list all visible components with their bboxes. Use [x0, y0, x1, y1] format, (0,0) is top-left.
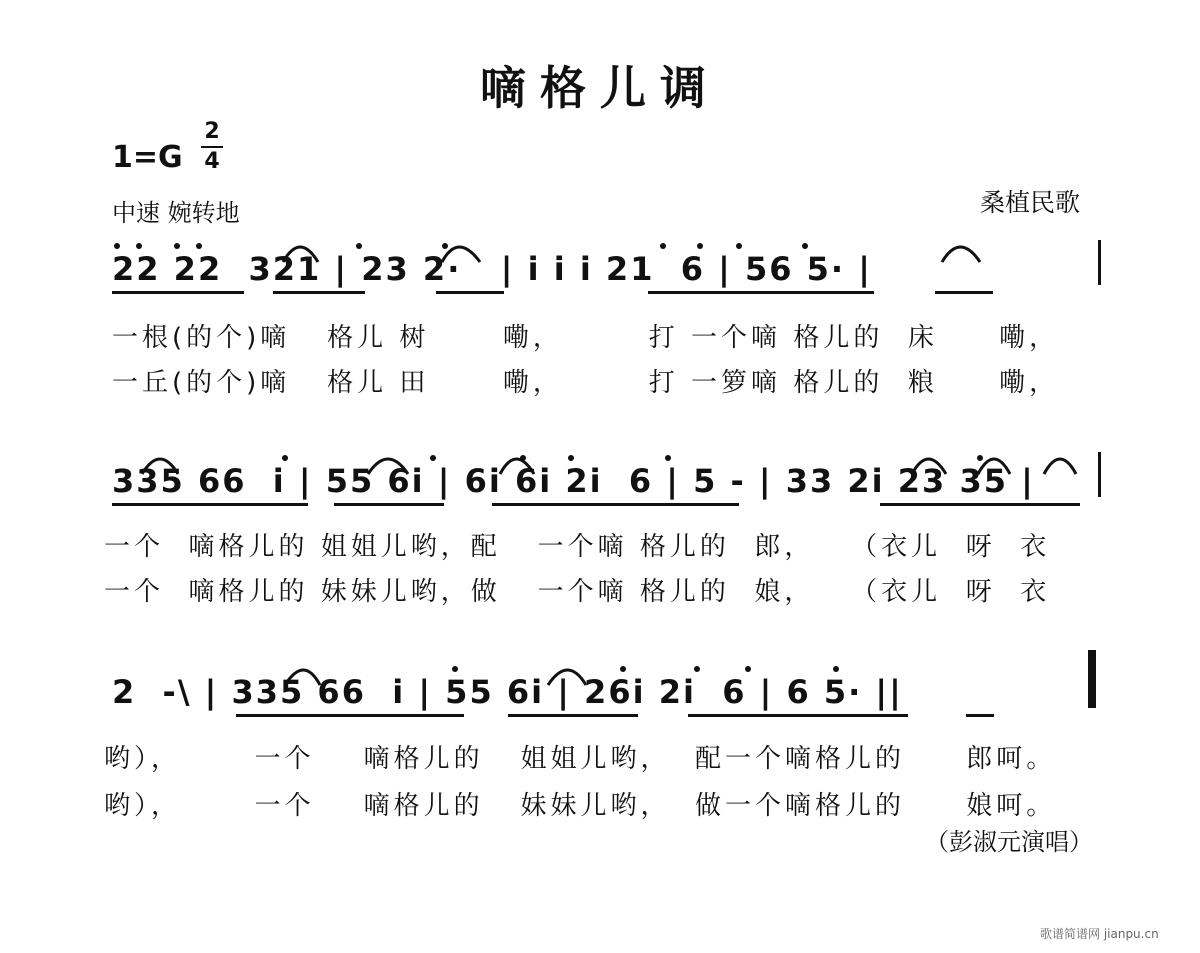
time-signature-bottom: 4 [204, 149, 220, 174]
time-signature-top: 2 [204, 119, 220, 144]
notation-line-3: 2 -\ | 335 66 i | 55 6i | 26i 2i 6 | 6 5· || [112, 673, 903, 711]
lyric-line-3-verse-2: 哟）， 一个 嘀格儿的 妹妹儿哟， 做一个嘀格儿的 娘呵。 [104, 791, 1057, 821]
song-title: 嘀格儿调 [480, 61, 720, 115]
lyric-line-1-verse-1: 一根(的个)嘀 格儿 树 嘞， 打 一个嘀 格儿的 床 嘞， [112, 323, 1060, 353]
key-signature: 1=G [112, 140, 183, 175]
performer-credit: （彭淑元演唱） [925, 828, 1093, 856]
lyric-line-2-verse-1: 一个 嘀格儿的 姐姐儿哟，配 一个嘀 格儿的 郎， （衣儿 呀 衣 [104, 532, 1051, 562]
tempo-marking: 中速 婉转地 [112, 199, 240, 227]
notation-line-2: 335 66 i | 55 6i | 6i 6i 2i 6 | 5 - | 33 2i 23 35 | [112, 462, 1035, 500]
lyric-line-3-verse-1: 哟）， 一个 嘀格儿的 姐姐儿哟， 配一个嘀格儿的 郎呵。 [104, 744, 1057, 774]
song-source: 桑植民歌 [980, 188, 1081, 217]
site-watermark: 歌谱简谱网 jianpu.cn [1040, 927, 1159, 941]
lyric-line-2-verse-2: 一个 嘀格儿的 妹妹儿哟，做 一个嘀 格儿的 娘， （衣儿 呀 衣 [104, 577, 1051, 607]
notation-line-1: 22 22 321 | 23 2· | i i i 21 6 | 56 5· | [112, 250, 872, 288]
lyric-line-1-verse-2: 一丘(的个)嘀 格儿 田 嘞， 打 一箩嘀 格儿的 粮 嘞， [112, 368, 1060, 398]
